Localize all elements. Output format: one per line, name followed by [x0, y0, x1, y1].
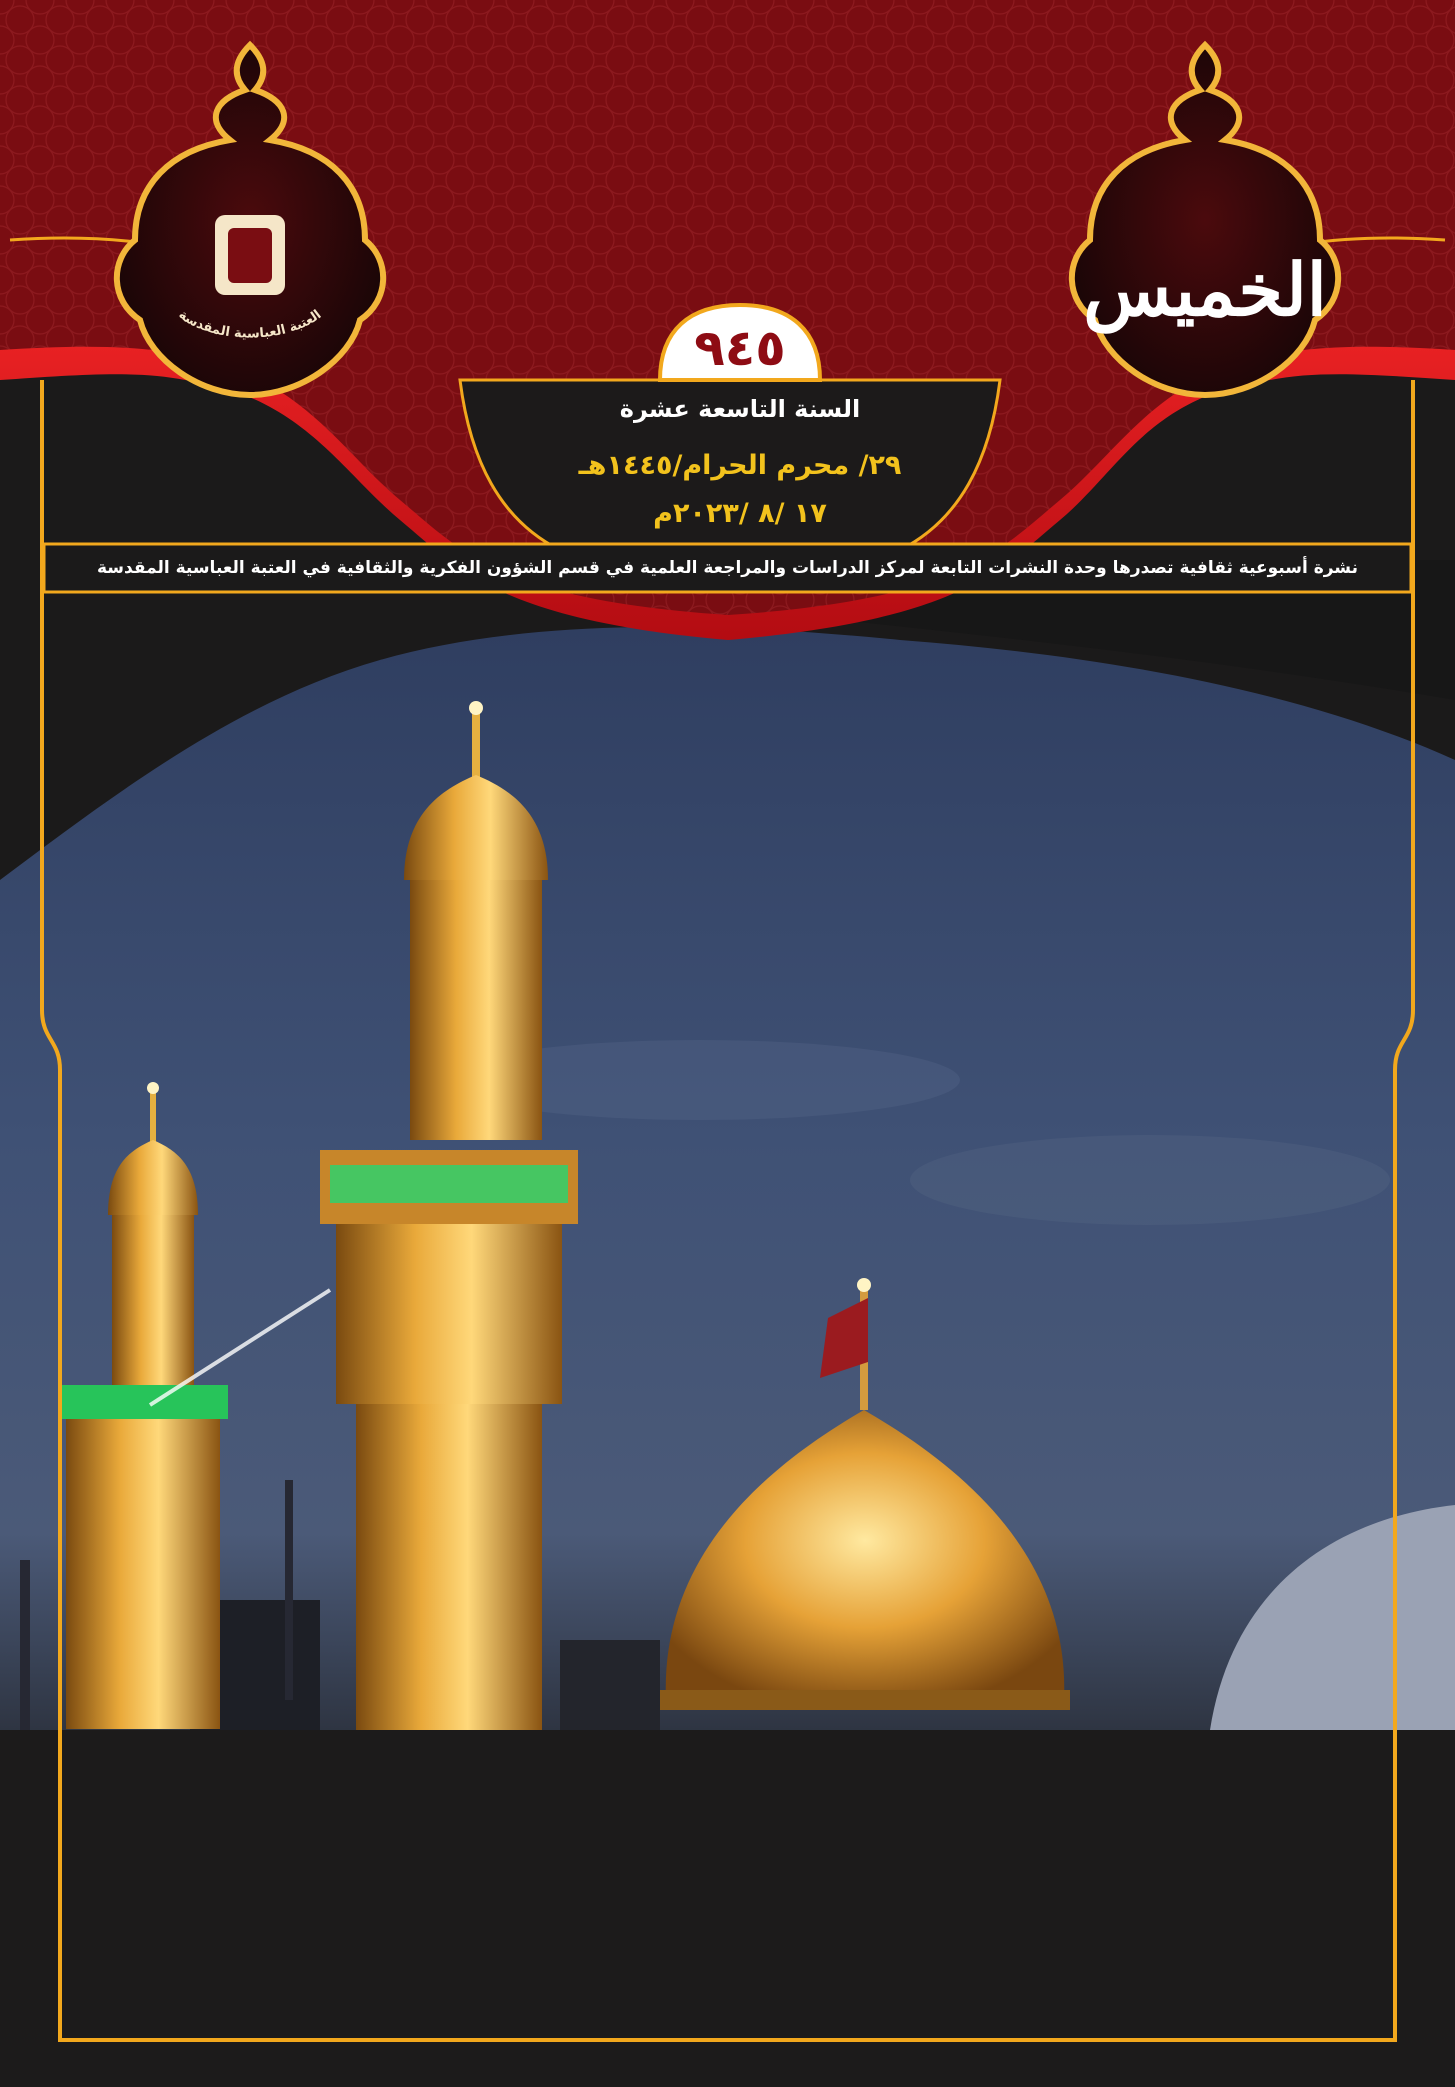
logo-left-text: العتبة العباسية المقدسة [175, 307, 325, 342]
year-label: السنة التاسعة عشرة [619, 395, 861, 423]
issue-number: ٩٤٥ [694, 319, 786, 377]
logo-right-text: الخميس [1083, 247, 1327, 332]
subtitle: نشرة أسبوعية ثقافية تصدرها وحدة النشرات التابعة لمركز الدراسات والمراجعة العلمية في قسم الشؤون الفكرية والثقافية في العتبة العباسية المقدسة [96, 558, 1358, 578]
date-hijri: ٢٩/ محرم الحرام/١٤٤٥هـ [578, 450, 902, 481]
date-gregorian: ١٧ /٨ /٢٠٢٣م [653, 498, 827, 529]
cover-photo-shrine [0, 560, 1455, 2087]
